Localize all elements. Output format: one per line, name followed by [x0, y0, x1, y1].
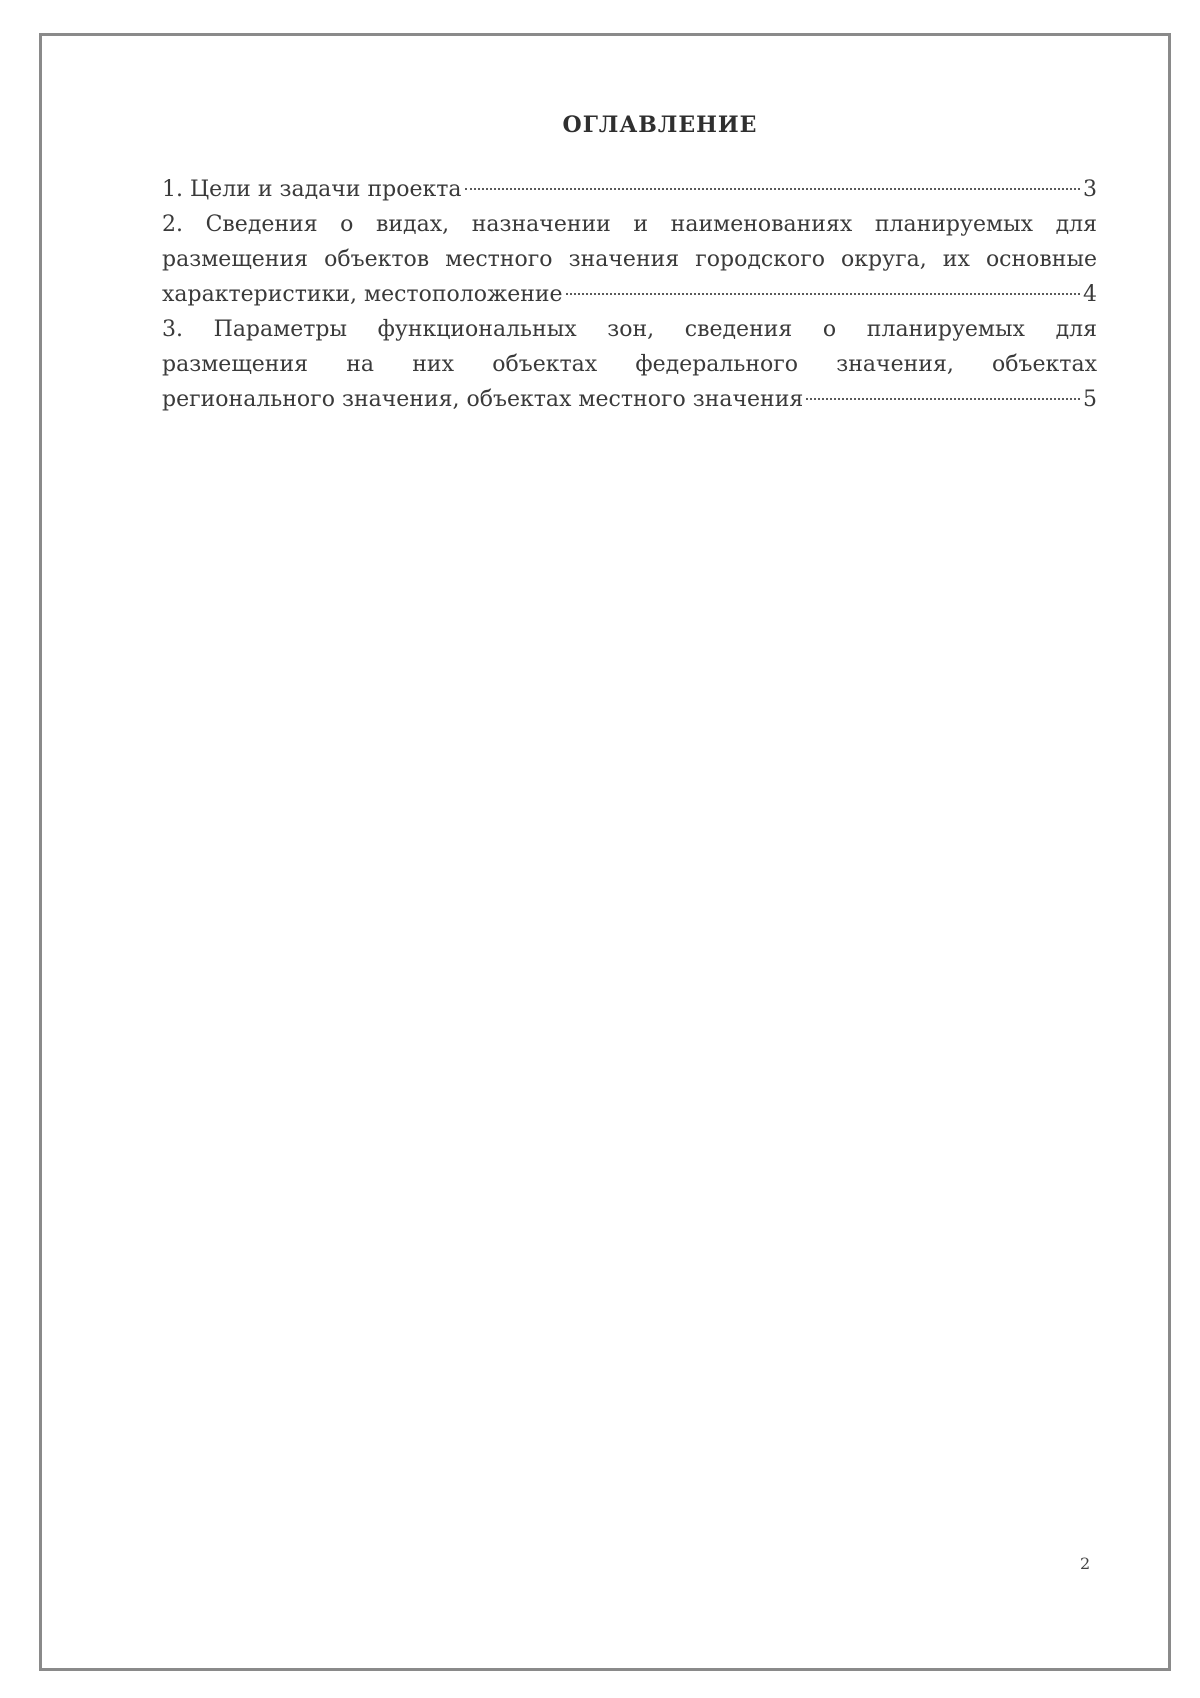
table-of-contents: [162, 172, 1097, 417]
toc-entry-3-text: регионального значения, объектах местного значения: [162, 387, 804, 412]
toc-title: ОГЛАВЛЕНИЕ: [562, 112, 758, 138]
toc-entry-1[interactable]: [162, 172, 1097, 207]
toc-entry-2-line-3: [162, 277, 1097, 312]
toc-entry-1-line: [162, 172, 1097, 207]
toc-entry-3-page: 5: [1083, 387, 1097, 412]
dot-leader: [566, 293, 1080, 295]
dot-leader: [806, 398, 1080, 400]
toc-entry-1-page: 3: [1083, 177, 1097, 202]
toc-entry-3-line-3: [162, 382, 1097, 417]
page-number: 2: [1080, 1554, 1091, 1573]
dot-leader: [465, 188, 1080, 190]
toc-entry-1-text: 1. Цели и задачи проекта: [162, 177, 462, 202]
toc-entry-2-line-2: размещения объектов местного значения городского округа, их основные: [162, 247, 1097, 272]
toc-entry-2-page: 4: [1083, 282, 1097, 307]
toc-entry-3-line-1: 3. Параметры функциональных зон, сведения о планируемых для: [162, 317, 1097, 342]
toc-entry-3-line-2: размещения на них объектах федерального значения, объектах: [162, 352, 1097, 377]
toc-entry-3[interactable]: [162, 312, 1097, 417]
toc-entry-2-text: характеристики, местоположение: [162, 282, 563, 307]
toc-entry-2[interactable]: [162, 207, 1097, 312]
toc-entry-2-line-1: 2. Сведения о видах, назначении и наименованиях планируемых для: [162, 212, 1097, 237]
